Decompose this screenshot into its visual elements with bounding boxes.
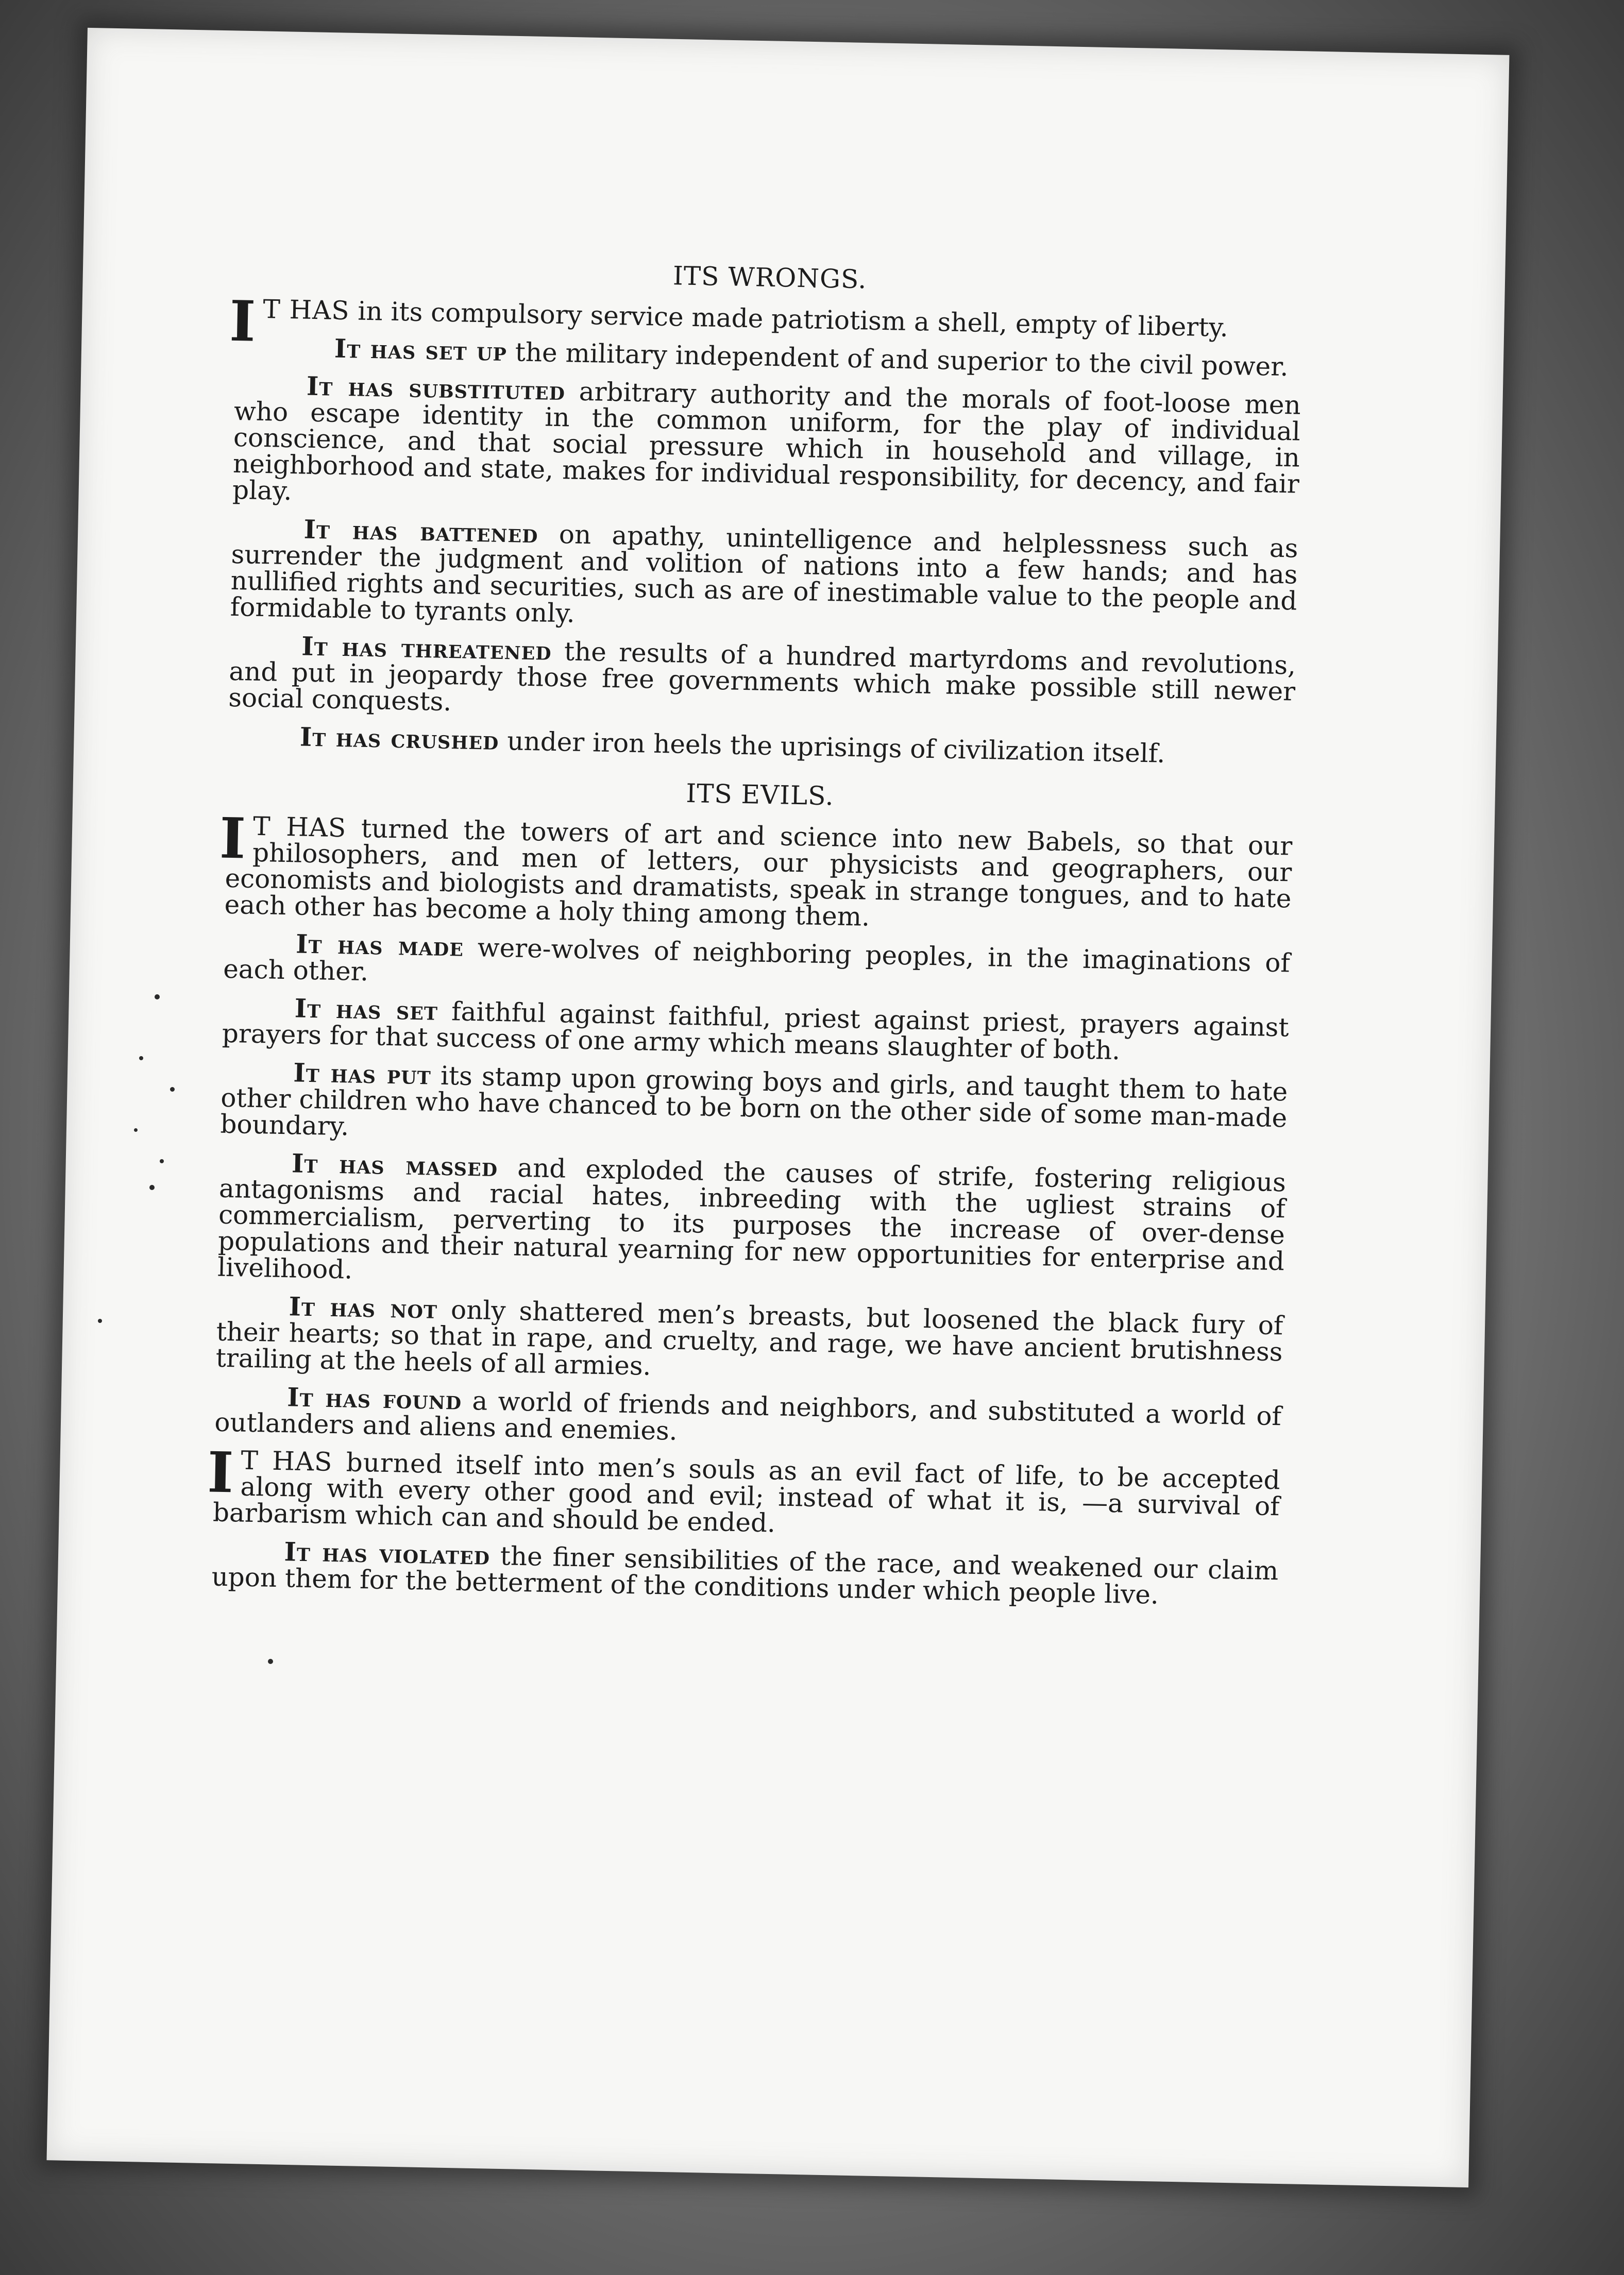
paragraph-lead: T HAS burned [240, 1445, 444, 1480]
paragraph-text: in its compulsory service made patriotism a shell, empty of liberty. [349, 296, 1229, 343]
paragraph-lead: It has set [294, 993, 438, 1026]
paragraph [223, 929, 1291, 1003]
paragraph [227, 722, 1294, 770]
dust-speck [134, 1128, 138, 1132]
paragraph-text: the results of a hundred martyrdoms and revolutions, and put in jeopardy those free governments which make possible still newer social conquests. [228, 636, 1296, 717]
section-heading-evils: ITS EVILS. [685, 778, 835, 811]
paragraph [230, 515, 1298, 641]
paragraph-text: a world of friends and neighbors, and substituted a world of outlanders and aliens and enemies. [214, 1385, 1282, 1446]
paragraph-lead: It has set up [334, 333, 508, 367]
paragraph [211, 1537, 1279, 1611]
paragraph-text: faithful against faithful, priest against priest, prayers against prayers for that success of one army which means slaughter of both. [222, 996, 1290, 1066]
dust-speck [139, 1056, 143, 1060]
drop-cap: I [218, 806, 246, 872]
paragraph-text: the military independent of and superior to the civil power. [506, 337, 1289, 382]
dust-speck [170, 1087, 175, 1092]
paragraph-lead: It has crushed [299, 721, 500, 756]
drop-cap: I [229, 288, 257, 354]
paragraph-text: itself into men’s souls as an evil fact of life, to be accepted along with every other good and evil; instead of what it is, —a survival of barbarism which can and should be ended. [212, 1449, 1281, 1538]
paragraph-text: arbitrary authority and the morals of foot-loose men who escape identity in the common uniform, for the play of individual conscience, and that social pressure which in household and village, in neighborhood and state, makes for individual responsibility, for decency, and fair play. [232, 376, 1301, 506]
paragraph [215, 1292, 1283, 1392]
paragraph-lead: It has battened [303, 514, 539, 549]
paragraph-text: and exploded the causes of strife, fostering religious antagonisms and racial hates, inbreeding with the ugliest strains of commercialism, perverting to its purposes the increase of over-dense populations and their natural yearning for new opportunities for enterprise and livelihood. [217, 1152, 1287, 1285]
paragraph-lead: It has threatened [301, 631, 552, 666]
dust-speck [155, 994, 160, 999]
drop-cap: I [207, 1440, 234, 1506]
paragraph [220, 1058, 1288, 1158]
paragraph-text: its stamp upon growing boys and girls, and taught them to hate other children who have chanced to be born on the other side of some man-made boundary. [219, 1060, 1288, 1142]
dust-speck [149, 1185, 155, 1190]
section-heading-wrongs: ITS WRONGS. [672, 261, 867, 295]
paragraph [222, 994, 1289, 1067]
dust-speck [268, 1659, 273, 1664]
paragraph-lead: It has put [293, 1057, 432, 1091]
paragraph-text: on apathy, unintelligence and helplessness such as surrender the judgment and volition of nations into a few hands; and has nullified rights and securities, such as are of inestimable value to the people and formidable to tyrants only. [230, 519, 1298, 629]
dust-speck [160, 1159, 164, 1163]
paragraph-lead: T HAS [252, 811, 347, 843]
paragraph-lead: It has found [286, 1382, 462, 1416]
paragraph [232, 371, 1301, 524]
paragraph [218, 806, 1293, 939]
paragraph [217, 1149, 1287, 1301]
dust-speck [98, 1319, 102, 1323]
paragraph-lead: It has massed [291, 1148, 498, 1183]
paragraph-lead: It has made [295, 928, 464, 962]
paragraph-text: were-wolves of neighboring peoples, in the imaginations of each other. [223, 932, 1291, 987]
paragraph-lead: T HAS [262, 294, 350, 326]
paragraph-lead: It has not [289, 1291, 438, 1325]
paragraph-text: turned the towers of art and science into new Babels, so that our philosophers, and men of letters, our physicists and geographers, our economists and biologists and dramatists, speak in strange tongues, and to hate each other has become a holy thing among them. [224, 813, 1293, 932]
paragraph [228, 632, 1296, 732]
paragraph [207, 1440, 1281, 1547]
document-text [207, 252, 1304, 1622]
paragraph-lead: It has violated [284, 1536, 490, 1571]
paragraph [214, 1383, 1282, 1456]
paragraph-text: the finer sensibilities of the race, and weakened our claim upon them for the betterment of the conditions under which people live. [211, 1540, 1279, 1610]
paragraph-lead: It has substituted [306, 370, 566, 406]
paragraph-text: only shattered men’s breasts, but loosened the black fury of their hearts; so that in rape, and cruelty, and rage, we have ancient brutishness trailing at the heels of all armies. [215, 1294, 1283, 1381]
paragraph-text: under iron heels the uprisings of civilization itself. [498, 725, 1165, 769]
